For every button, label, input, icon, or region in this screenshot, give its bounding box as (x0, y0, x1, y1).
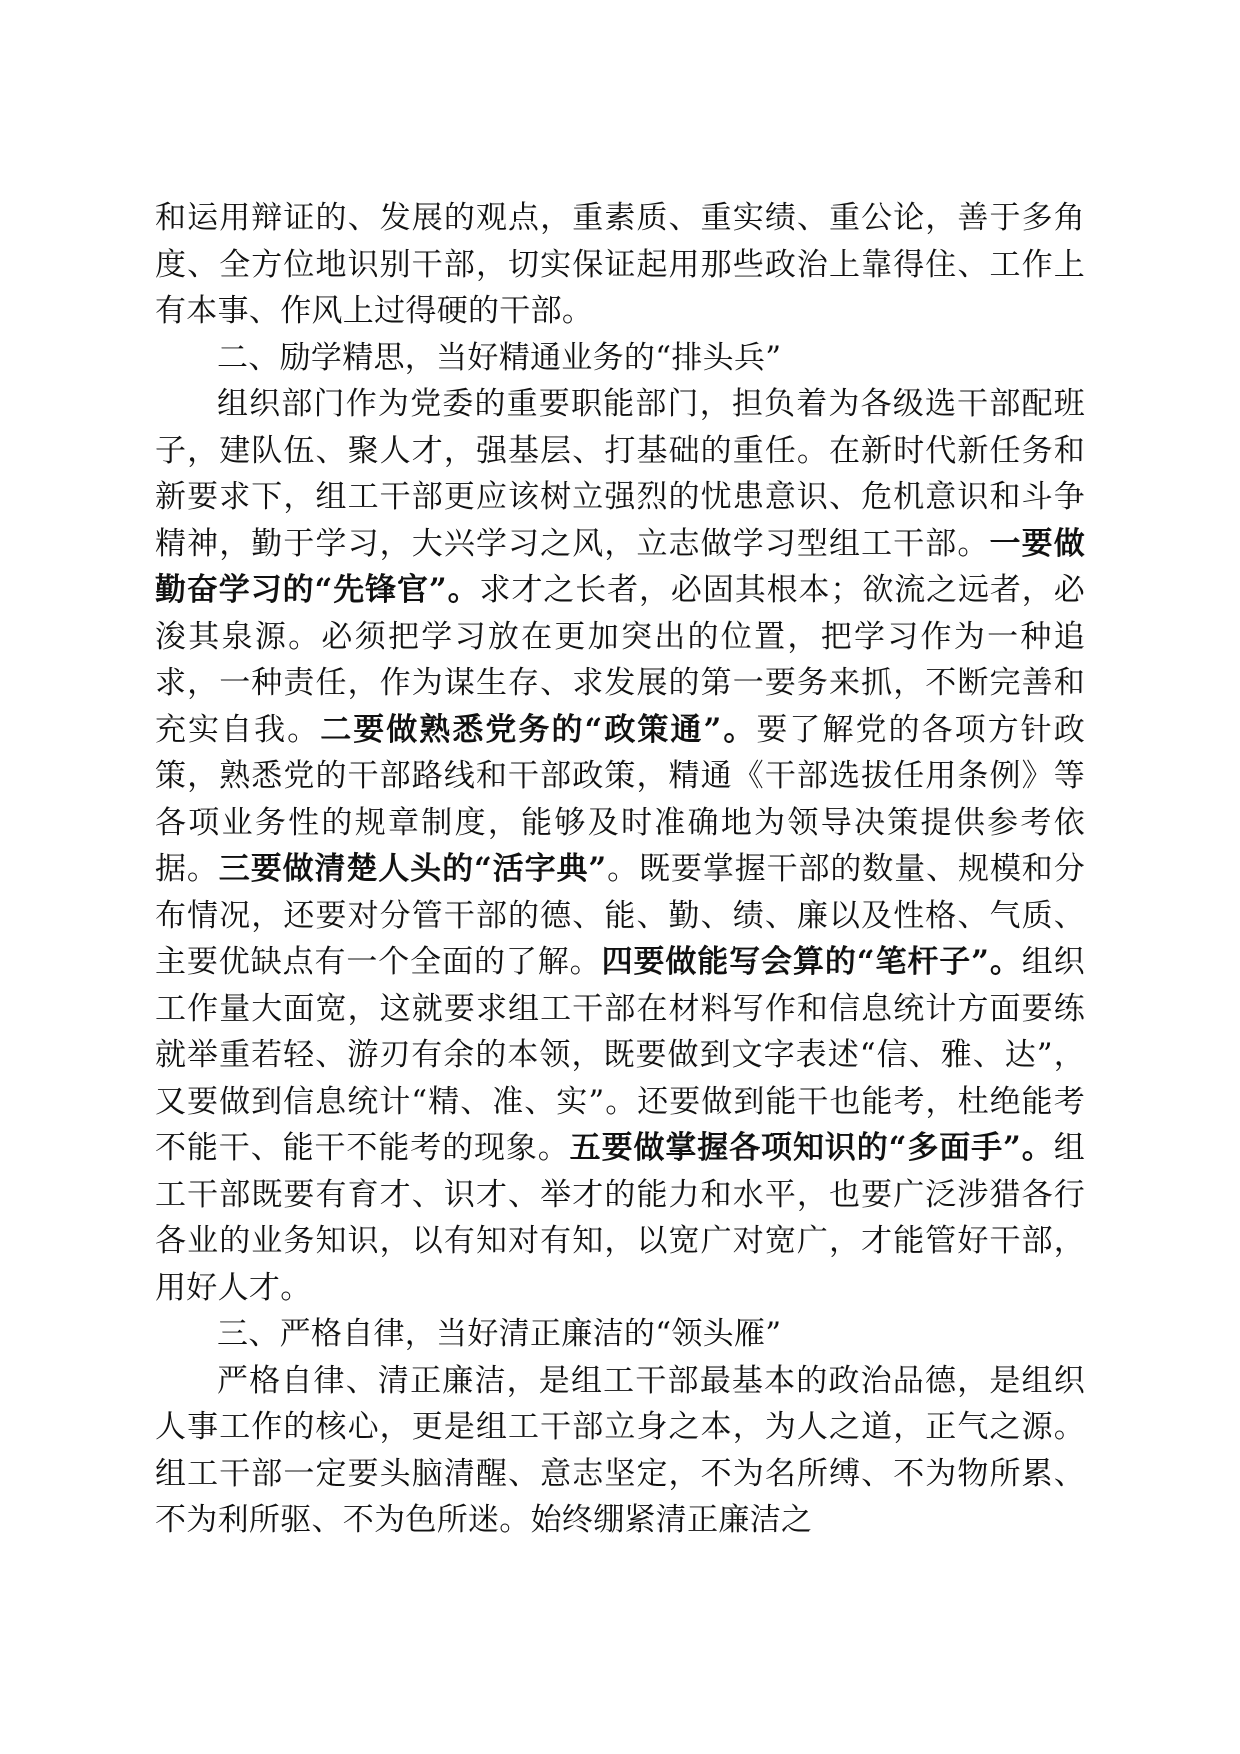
bold-point-3: 三要做清楚人头的“活字典” (218, 851, 607, 887)
bold-point-5: 五要做掌握各项知识的“多面手”。 (569, 1130, 1054, 1166)
text-run: 求才之长者，必固其根本；欲流之远者，必浚其泉源。必须把学习放在更加突出的位置，把学习作为一种追求，一种责任，作为谋生存、求发展的第一要务来抓，不断完善和充实自我。 (155, 572, 1085, 748)
section-heading-2: 二、励学精思，当好精通业务的“排头兵” (217, 339, 782, 376)
bold-point-4: 四要做能写会算的“笔杆子”。 (601, 944, 1022, 980)
bold-point-1: 一要做勤奋学习的“先锋官”。 (155, 525, 1086, 608)
paragraph-continued: 和运用辩证的、发展的观点，重素质、重实绩、重公论，善于多角度、全方位地识别干部，切实保证起用那些政治上靠得住、工作上有本事、作风上过得硬的干部。 (155, 200, 1085, 329)
text-run: 组织工作量大面宽，这就要求组工干部在材料写作和信息统计方面要练就举重若轻、游刃有余的本领，既要做到文字表述“信、雅、达”，又要做到信息统计“精、准、实”。还要做到能干也能考，杜绝能考不能干、能干不能考的现象。 (155, 944, 1085, 1166)
paragraph-section-2 (155, 381, 1085, 1311)
text-run: 组工干部既要有育才、识才、举才的能力和水平，也要广泛涉猎各行各业的业务知识，以有知对有知，以宽广对宽广，才能管好干部，用好人才。 (155, 1130, 1085, 1306)
bold-point-2: 二要做熟悉党务的“政策通”。 (320, 711, 757, 748)
text-run: 。既要掌握干部的数量、规模和分布情况，还要对分管干部的德、能、勤、绩、廉以及性格、气质、主要优缺点有一个全面的了解。 (155, 851, 1085, 980)
text-run: 组织部门作为党委的重要职能部门，担负着为各级选干部配班子，建队伍、聚人才，强基层、打基础的重任。在新时代新任务和新要求下，组工干部更应该树立强烈的忧患意识、危机意识和斗争精神，勤于学习，大兴学习之风，立志做学习型组工干部。 (155, 386, 1085, 562)
text-run: 要了解党的各项方针政策，熟悉党的干部路线和干部政策，精通《干部选拔任用条例》等各项业务性的规章制度，能够及时准确地为领导决策提供参考依据。 (155, 711, 1086, 887)
body-text (155, 195, 1085, 1544)
section-heading-3: 三、严格自律，当好清正廉洁的“领头雁” (217, 1316, 782, 1352)
paragraph-section-3: 严格自律、清正廉洁，是组工干部最基本的政治品德，是组织人事工作的核心，更是组工干部立身之本，为人之道，正气之源。组工干部一定要头脑清醒、意志坚定，不为名所缚、不为物所累、不为利所驱、不为色所迷。始终绷紧清正廉洁之 (155, 1362, 1085, 1538)
